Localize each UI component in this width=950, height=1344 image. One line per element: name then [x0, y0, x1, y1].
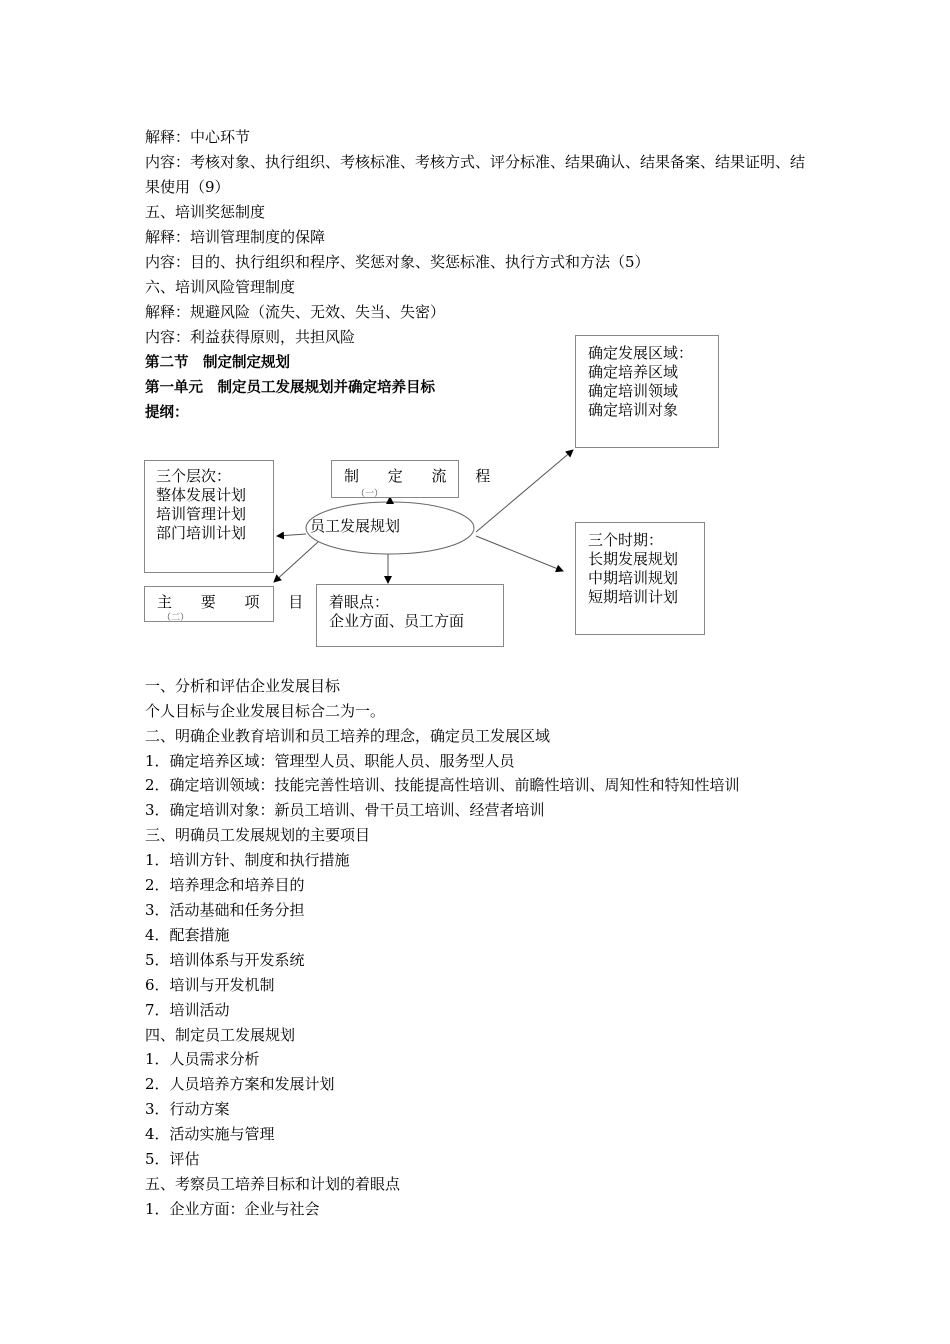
periods-item: 短期培训计划: [588, 588, 679, 606]
areas-item: 确定培训对象: [588, 401, 679, 419]
focus-box: [316, 584, 504, 647]
outline-label: 提纲：: [145, 405, 189, 421]
text-line: 3．行动方案: [145, 1100, 230, 1118]
process-box: [331, 460, 503, 498]
levels-item: 培训管理计划: [156, 505, 247, 523]
text-line: 1．确定培养区域：管理型人员、职能人员、服务型人员: [145, 752, 515, 770]
areas-box: [575, 335, 719, 448]
text-line: 6．培训与开发机制: [145, 976, 275, 994]
text-line: 五、培训奖惩制度: [145, 203, 266, 221]
text-line: 2．培养理念和培养目的: [145, 876, 305, 894]
areas-item: 确定培训领域: [588, 382, 679, 400]
process-mark: （一）: [356, 489, 384, 499]
levels-box: [144, 460, 274, 573]
text-line: 3．活动基础和任务分担: [145, 901, 305, 919]
text-line: 解释：培训管理制度的保障: [145, 228, 326, 246]
text-line: 六、培训风险管理制度: [145, 278, 296, 296]
text-line: 5．评估: [145, 1150, 200, 1168]
text-line: 3．确定培训对象：新员工培训、骨干员工培训、经营者培训: [145, 801, 545, 819]
levels-item: 整体发展计划: [156, 486, 247, 504]
text-line: 1．人员需求分析: [145, 1050, 260, 1068]
arrow-to-periods: [476, 536, 563, 571]
levels-title: 三个层次：: [156, 467, 232, 485]
text-line: 4．配套措施: [145, 926, 230, 944]
periods-title: 三个时期：: [588, 531, 664, 549]
text-line: 二、明确企业教育培训和员工培养的理念，确定员工发展区域: [145, 727, 551, 745]
text-line: 2．确定培训领域：技能完善性培训、技能提高性培训、前瞻性培训、周知性和特知性培训: [145, 776, 740, 794]
text-line: 1．培训方针、制度和执行措施: [145, 851, 350, 869]
text-line: 解释：中心环节: [145, 128, 251, 146]
areas-item: 确定培养区域: [588, 363, 679, 381]
text-line: 内容：利益获得原则，共担风险: [145, 328, 356, 346]
text-line: 4．活动实施与管理: [145, 1125, 275, 1143]
arrow-to-main-items: [274, 542, 318, 582]
main-items-label: 主 要 项 目: [157, 593, 316, 611]
text-line: 五、考察员工培养目标和计划的着眼点: [145, 1175, 401, 1193]
section-heading: 第二节 制定制定规划: [145, 355, 290, 371]
text-line: 5．培训体系与开发系统: [145, 951, 305, 969]
periods-item: 长期发展规划: [588, 550, 679, 568]
periods-item: 中期培训规划: [588, 569, 679, 587]
text-line: 四、制定员工发展规划: [145, 1026, 296, 1044]
text-line: 1．企业方面：企业与社会: [145, 1200, 320, 1218]
focus-title: 着眼点：: [329, 593, 390, 611]
main-items-mark: （二）: [162, 613, 190, 623]
text-line: 三、明确员工发展规划的主要项目: [145, 826, 371, 844]
text-line: 一、分析和评估企业发展目标: [145, 677, 341, 695]
arrow-to-areas: [476, 450, 573, 532]
focus-text: 企业方面、员工方面: [329, 612, 465, 630]
areas-title: 确定发展区域：: [588, 344, 694, 362]
unit-heading: 第一单元 制定员工发展规划并确定培养目标: [145, 380, 435, 396]
periods-box: [575, 522, 705, 635]
text-line: 个人目标与企业发展目标合二为一。: [145, 702, 386, 720]
text-line: 内容：考核对象、执行组织、考核标准、考核方式、评分标准、结果确认、结果备案、结果证明、结果使用（9）: [145, 153, 806, 196]
text-line: 解释：规避风险（流失、无效、失当、失密）: [145, 303, 446, 321]
text-line: 2．人员培养方案和发展计划: [145, 1075, 335, 1093]
text-line: 7．培训活动: [145, 1001, 230, 1019]
levels-item: 部门培训计划: [156, 524, 247, 542]
center-label: 员工发展规划: [310, 517, 401, 535]
arrow-to-levels: [277, 534, 306, 536]
text-line: 内容：目的、执行组织和程序、奖惩对象、奖惩标准、执行方式和方法（5）: [145, 253, 650, 271]
process-label: 制 定 流 程: [344, 467, 503, 485]
